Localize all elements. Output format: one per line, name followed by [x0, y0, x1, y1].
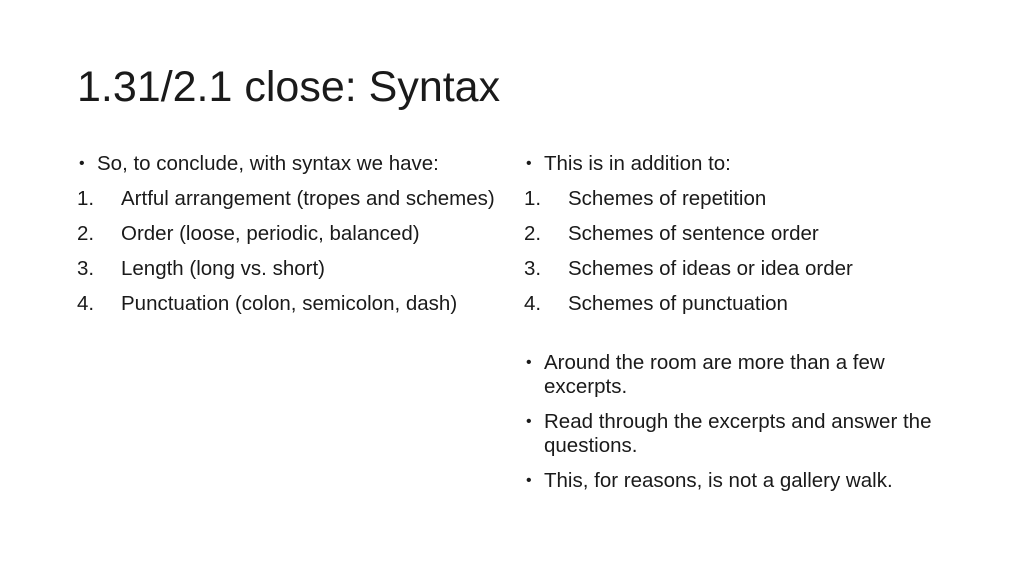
list-text: Schemes of sentence order — [568, 222, 819, 245]
list-text: Schemes of ideas or idea order — [568, 257, 853, 280]
right-bullet-2 — [524, 410, 964, 458]
left-intro-bullet — [77, 152, 497, 176]
bullet-text: Around the room are more than a few excerpts. — [544, 351, 885, 398]
bullet-text: Read through the excerpts and answer the questions. — [544, 410, 932, 457]
bullet-marker: • — [526, 155, 532, 172]
bullet-marker: • — [526, 472, 532, 489]
right-column — [524, 152, 964, 504]
right-list-item-3 — [524, 257, 964, 281]
right-bullet-1 — [524, 351, 964, 399]
list-text: Schemes of punctuation — [568, 292, 788, 315]
list-number: 3. — [524, 257, 542, 280]
right-list-item-2 — [524, 222, 964, 246]
bullet-marker: • — [526, 413, 532, 430]
bullet-text: So, to conclude, with syntax we have: — [97, 152, 439, 175]
list-text: Order (loose, periodic, balanced) — [121, 222, 420, 245]
right-list-item-1 — [524, 187, 964, 211]
right-intro-bullet — [524, 152, 964, 176]
list-number: 2. — [77, 222, 95, 245]
list-number: 1. — [77, 187, 95, 210]
list-number: 3. — [77, 257, 95, 280]
list-number: 4. — [524, 292, 542, 315]
list-number: 4. — [77, 292, 95, 315]
bullet-text: This is in addition to: — [544, 152, 731, 175]
slide-title: 1.31/2.1 close: Syntax — [77, 63, 501, 111]
bullet-text: This, for reasons, is not a gallery walk. — [544, 469, 893, 492]
left-list-item-4 — [77, 292, 497, 316]
bullet-marker: • — [526, 354, 532, 371]
right-list-item-4 — [524, 292, 964, 316]
left-list-item-2 — [77, 222, 497, 246]
bullet-marker: • — [79, 155, 85, 172]
list-text: Artful arrangement (tropes and schemes) — [121, 187, 495, 210]
left-list-item-3 — [77, 257, 497, 281]
list-text: Length (long vs. short) — [121, 257, 325, 280]
list-number: 2. — [524, 222, 542, 245]
list-text: Punctuation (colon, semicolon, dash) — [121, 292, 458, 315]
left-list-item-1 — [77, 187, 497, 211]
left-column — [77, 152, 497, 327]
list-text: Schemes of repetition — [568, 187, 767, 210]
list-number: 1. — [524, 187, 542, 210]
right-bullet-3 — [524, 469, 964, 493]
spacer — [524, 327, 964, 351]
